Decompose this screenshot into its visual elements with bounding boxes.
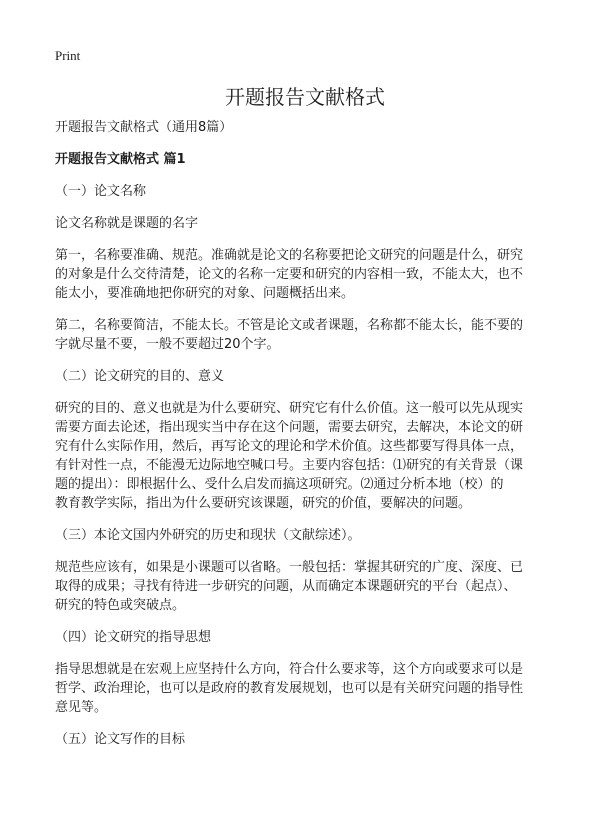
- paragraph: [55, 399, 555, 513]
- text-line: （一）论文名称: [55, 184, 147, 199]
- paragraph: [55, 316, 555, 354]
- text-line: （二）论文研究的目的、意义: [55, 369, 225, 384]
- paragraph: [55, 118, 555, 137]
- print-label[interactable]: Print: [55, 48, 81, 63]
- text-line: 第二，名称要简洁，不能太长。不管是论文或者课题，名称都不能太长，能不要的: [55, 318, 524, 333]
- text-line: 指导思想就是在宏观上应坚持什么方向，符合什么要求等，这个方向或要求可以是: [55, 662, 524, 677]
- text-line: 意见等。: [55, 700, 108, 715]
- text-line: 取得的成果；寻找有待进一步研究的问题，从而确定本课题研究的平台（起点）、: [55, 579, 517, 594]
- paragraph: [55, 730, 555, 749]
- text-line: 能太小，要准确地把你研究的对象、问题概括出来。: [55, 286, 355, 301]
- paragraph: [55, 182, 555, 201]
- text-line: （五）论文写作的目标: [55, 732, 186, 747]
- paragraph: [55, 558, 555, 615]
- text-line: 教育教学实际，指出为什么要研究该课题，研究的价值，要解决的问题。: [55, 496, 472, 511]
- text-line: 论文名称就是课题的名字: [55, 216, 199, 231]
- document-title: 开题报告文献格式: [225, 85, 385, 109]
- section-heading: [55, 150, 555, 169]
- paragraph: [55, 526, 555, 545]
- text-line: 字就尽量不要，一般不要超过20个字。: [55, 337, 280, 352]
- text-line: 需要方面去论述，指出现实当中存在这个问题，需要去研究，去解决，本论文的研: [55, 420, 524, 435]
- document-body: [55, 118, 555, 749]
- text-line: 究有什么实际作用，然后，再写论文的理论和学术价值。这些都要写得具体一点，: [55, 439, 524, 454]
- text-line: （三）本论文国内外研究的历史和现状（文献综述）。: [55, 528, 361, 543]
- text-line: 研究的目的、意义也就是为什么要研究、研究它有什么价值。这一般可以先从现实: [55, 401, 524, 416]
- paragraph: [55, 246, 555, 303]
- text-line: 题的提出）：即根据什么、受什么启发而搞这项研究。⑵通过分析本地（校）的: [55, 477, 504, 492]
- paragraph: [55, 367, 555, 386]
- text-line: 研究的特色或突破点。: [55, 598, 186, 613]
- text-line: （四）论文研究的指导思想: [55, 630, 212, 645]
- paragraph: [55, 660, 555, 717]
- text-line: 开题报告文献格式（通用8篇）: [55, 120, 233, 135]
- document-page: [55, 46, 555, 762]
- paragraph: [55, 214, 555, 233]
- text-line: 哲学、政治理论，也可以是政府的教育发展规划，也可以是有关研究问题的指导性: [55, 681, 524, 696]
- text-line: 开题报告文献格式 篇1: [55, 152, 186, 167]
- text-line: 第一，名称要准确、规范。准确就是论文的名称要把论文研究的问题是什么，研究: [55, 248, 524, 263]
- text-line: 有针对性一点，不能漫无边际地空喊口号。主要内容包括：⑴研究的有关背景（课: [55, 458, 524, 473]
- text-line: 规范些应该有，如果是小课题可以省略。一般包括：掌握其研究的广度、深度、已: [55, 560, 524, 575]
- paragraph: [55, 628, 555, 647]
- text-line: 的对象是什么交待清楚，论文的名称一定要和研究的内容相一致，不能太大，也不: [55, 267, 524, 282]
